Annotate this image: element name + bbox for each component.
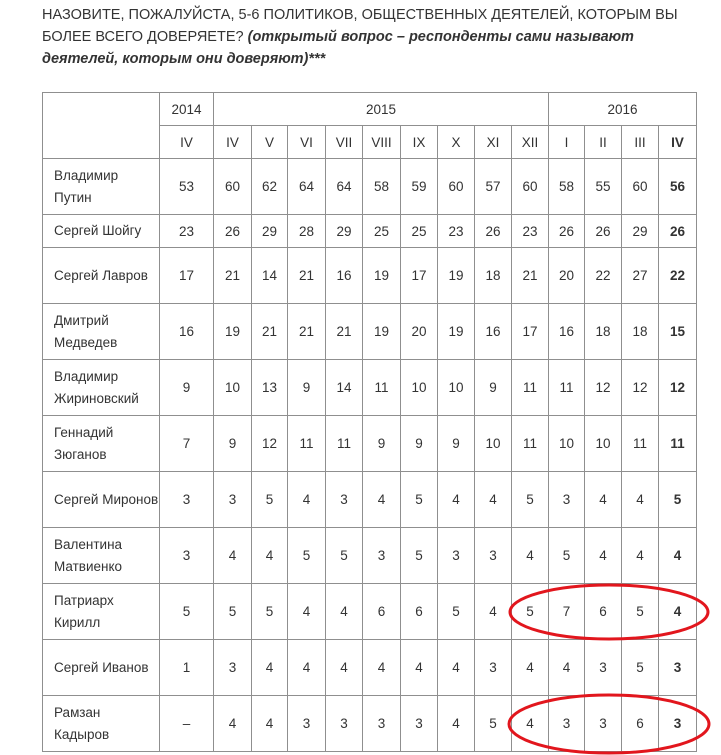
period-header: XI — [475, 126, 512, 159]
value-cell: 23 — [438, 215, 475, 248]
value-cell: 9 — [363, 416, 401, 472]
header-year-row — [43, 93, 697, 126]
value-cell: 62 — [252, 159, 288, 215]
value-cell: 26 — [549, 215, 585, 248]
value-cell: 60 — [622, 159, 659, 215]
value-cell: 5 — [512, 472, 549, 528]
value-cell: 19 — [438, 304, 475, 360]
value-cell: 20 — [401, 304, 438, 360]
person-name: Сергей Лавров — [43, 248, 160, 304]
value-cell: 10 — [585, 416, 622, 472]
value-cell: 26 — [585, 215, 622, 248]
value-cell: 3 — [363, 528, 401, 584]
value-cell: 16 — [549, 304, 585, 360]
value-cell: 64 — [288, 159, 326, 215]
value-cell: 3 — [326, 696, 363, 752]
value-cell: 18 — [585, 304, 622, 360]
value-cell: 4 — [438, 696, 475, 752]
value-cell: 6 — [401, 584, 438, 640]
value-cell: 26 — [214, 215, 252, 248]
value-cell: 16 — [326, 248, 363, 304]
year-header: 2016 — [549, 93, 697, 126]
value-cell: 4 — [585, 472, 622, 528]
value-cell: 4 — [363, 640, 401, 696]
value-cell: 25 — [401, 215, 438, 248]
value-cell: 3 — [475, 640, 512, 696]
value-cell: 9 — [288, 360, 326, 416]
value-cell: 17 — [160, 248, 214, 304]
value-cell: 60 — [438, 159, 475, 215]
table-row — [43, 696, 697, 752]
value-cell: 9 — [214, 416, 252, 472]
table-row — [43, 584, 697, 640]
value-cell: 11 — [326, 416, 363, 472]
value-cell: 4 — [326, 640, 363, 696]
value-cell: 9 — [401, 416, 438, 472]
value-cell: 20 — [549, 248, 585, 304]
value-cell: 5 — [512, 584, 549, 640]
value-cell: 5 — [475, 696, 512, 752]
value-cell: 5 — [326, 528, 363, 584]
value-cell: 21 — [288, 304, 326, 360]
period-header: IX — [401, 126, 438, 159]
value-cell: 4 — [512, 528, 549, 584]
value-cell: 4 — [288, 640, 326, 696]
value-cell: 60 — [512, 159, 549, 215]
value-cell: 60 — [214, 159, 252, 215]
question-text: НАЗОВИТЕ, ПОЖАЛУЙСТА, 5-6 ПОЛИТИКОВ, ОБЩЕСТВЕННЫХ ДЕЯТЕЛЕЙ, КОТОРЫМ ВЫ БОЛЕЕ ВСЕГО ДОВЕРЯЕТЕ? — [42, 7, 678, 45]
value-cell: 19 — [438, 248, 475, 304]
value-cell: 12 — [622, 360, 659, 416]
value-cell: 27 — [622, 248, 659, 304]
table-row — [43, 472, 697, 528]
year-header: 2015 — [214, 93, 549, 126]
value-cell: 10 — [401, 360, 438, 416]
value-cell: 12 — [585, 360, 622, 416]
value-cell: 3 — [214, 472, 252, 528]
value-cell: 5 — [214, 584, 252, 640]
value-cell: 4 — [438, 640, 475, 696]
person-name: Владимир Путин — [43, 159, 160, 215]
value-cell: 11 — [549, 360, 585, 416]
period-header: X — [438, 126, 475, 159]
value-cell: 55 — [585, 159, 622, 215]
table-row — [43, 304, 697, 360]
value-cell: 4 — [549, 640, 585, 696]
value-cell: 29 — [252, 215, 288, 248]
value-cell: 3 — [549, 472, 585, 528]
value-cell: 5 — [622, 640, 659, 696]
value-cell: 4 — [475, 472, 512, 528]
value-cell: 4 — [512, 640, 549, 696]
value-cell: 5 — [549, 528, 585, 584]
value-cell: 28 — [288, 215, 326, 248]
value-cell: 3 — [585, 640, 622, 696]
value-cell: 4 — [659, 584, 697, 640]
value-cell: 4 — [252, 640, 288, 696]
value-cell: 17 — [512, 304, 549, 360]
value-cell: 4 — [659, 528, 697, 584]
value-cell: 6 — [363, 584, 401, 640]
period-header: III — [622, 126, 659, 159]
value-cell: 59 — [401, 159, 438, 215]
period-header: VI — [288, 126, 326, 159]
value-cell: 18 — [622, 304, 659, 360]
value-cell: 16 — [475, 304, 512, 360]
table-row — [43, 416, 697, 472]
value-cell: 4 — [288, 584, 326, 640]
person-name: Дмитрий Медведев — [43, 304, 160, 360]
value-cell: 3 — [160, 528, 214, 584]
period-header: I — [549, 126, 585, 159]
value-cell: 11 — [659, 416, 697, 472]
value-cell: 4 — [326, 584, 363, 640]
value-cell: 58 — [363, 159, 401, 215]
value-cell: 26 — [475, 215, 512, 248]
value-cell: 3 — [475, 528, 512, 584]
value-cell: 53 — [160, 159, 214, 215]
period-header: VIII — [363, 126, 401, 159]
value-cell: 5 — [401, 472, 438, 528]
value-cell: 9 — [438, 416, 475, 472]
value-cell: 5 — [622, 584, 659, 640]
value-cell: 9 — [475, 360, 512, 416]
value-cell: 3 — [659, 640, 697, 696]
corner-cell — [43, 93, 160, 159]
value-cell: 11 — [288, 416, 326, 472]
table-row — [43, 215, 697, 248]
value-cell: 21 — [512, 248, 549, 304]
table-row — [43, 640, 697, 696]
value-cell: 21 — [326, 304, 363, 360]
person-name: Владимир Жириновский — [43, 360, 160, 416]
value-cell: 25 — [363, 215, 401, 248]
value-cell: 4 — [622, 528, 659, 584]
value-cell: – — [160, 696, 214, 752]
person-name: Валентина Матвиенко — [43, 528, 160, 584]
value-cell: 5 — [401, 528, 438, 584]
person-name: Патриарх Кирилл — [43, 584, 160, 640]
period-header: VII — [326, 126, 363, 159]
value-cell: 10 — [475, 416, 512, 472]
value-cell: 5 — [438, 584, 475, 640]
period-header: IV — [214, 126, 252, 159]
period-header: V — [252, 126, 288, 159]
value-cell: 7 — [549, 584, 585, 640]
value-cell: 15 — [659, 304, 697, 360]
value-cell: 29 — [326, 215, 363, 248]
table-row — [43, 159, 697, 215]
value-cell: 4 — [622, 472, 659, 528]
value-cell: 19 — [214, 304, 252, 360]
table-row — [43, 528, 697, 584]
table-row — [43, 360, 697, 416]
value-cell: 14 — [252, 248, 288, 304]
value-cell: 3 — [585, 696, 622, 752]
value-cell: 4 — [214, 528, 252, 584]
value-cell: 58 — [549, 159, 585, 215]
value-cell: 3 — [438, 528, 475, 584]
value-cell: 4 — [214, 696, 252, 752]
value-cell: 10 — [438, 360, 475, 416]
value-cell: 26 — [659, 215, 697, 248]
value-cell: 4 — [475, 584, 512, 640]
value-cell: 10 — [214, 360, 252, 416]
value-cell: 21 — [252, 304, 288, 360]
value-cell: 57 — [475, 159, 512, 215]
person-name: Сергей Иванов — [43, 640, 160, 696]
value-cell: 23 — [160, 215, 214, 248]
period-header: IV — [160, 126, 214, 159]
value-cell: 22 — [659, 248, 697, 304]
period-header: XII — [512, 126, 549, 159]
value-cell: 3 — [214, 640, 252, 696]
value-cell: 56 — [659, 159, 697, 215]
value-cell: 9 — [160, 360, 214, 416]
value-cell: 21 — [288, 248, 326, 304]
year-header: 2014 — [160, 93, 214, 126]
value-cell: 12 — [252, 416, 288, 472]
value-cell: 4 — [363, 472, 401, 528]
period-header: IV — [659, 126, 697, 159]
value-cell: 12 — [659, 360, 697, 416]
value-cell: 11 — [512, 416, 549, 472]
value-cell: 5 — [659, 472, 697, 528]
person-name: Рамзан Кадыров — [43, 696, 160, 752]
value-cell: 3 — [288, 696, 326, 752]
value-cell: 6 — [585, 584, 622, 640]
value-cell: 3 — [401, 696, 438, 752]
question-heading — [42, 4, 702, 70]
value-cell: 11 — [622, 416, 659, 472]
value-cell: 10 — [549, 416, 585, 472]
value-cell: 5 — [252, 472, 288, 528]
value-cell: 5 — [160, 584, 214, 640]
value-cell: 16 — [160, 304, 214, 360]
person-name: Сергей Шойгу — [43, 215, 160, 248]
value-cell: 64 — [326, 159, 363, 215]
value-cell: 4 — [288, 472, 326, 528]
value-cell: 19 — [363, 248, 401, 304]
value-cell: 4 — [252, 696, 288, 752]
value-cell: 3 — [326, 472, 363, 528]
value-cell: 4 — [438, 472, 475, 528]
poll-table — [42, 92, 697, 752]
person-name: Сергей Миронов — [43, 472, 160, 528]
value-cell: 18 — [475, 248, 512, 304]
table-row — [43, 248, 697, 304]
value-cell: 3 — [160, 472, 214, 528]
value-cell: 1 — [160, 640, 214, 696]
value-cell: 19 — [363, 304, 401, 360]
value-cell: 23 — [512, 215, 549, 248]
value-cell: 17 — [401, 248, 438, 304]
value-cell: 5 — [288, 528, 326, 584]
value-cell: 4 — [512, 696, 549, 752]
value-cell: 3 — [659, 696, 697, 752]
value-cell: 21 — [214, 248, 252, 304]
value-cell: 11 — [363, 360, 401, 416]
value-cell: 7 — [160, 416, 214, 472]
value-cell: 11 — [512, 360, 549, 416]
value-cell: 5 — [252, 584, 288, 640]
period-header: II — [585, 126, 622, 159]
value-cell: 3 — [549, 696, 585, 752]
question-note: (открытый вопрос – респонденты сами называют деятелей, которым они доверяют)*** — [42, 29, 634, 67]
value-cell: 29 — [622, 215, 659, 248]
value-cell: 4 — [401, 640, 438, 696]
value-cell: 4 — [252, 528, 288, 584]
value-cell: 3 — [363, 696, 401, 752]
value-cell: 13 — [252, 360, 288, 416]
value-cell: 4 — [585, 528, 622, 584]
person-name: Геннадий Зюганов — [43, 416, 160, 472]
value-cell: 6 — [622, 696, 659, 752]
value-cell: 14 — [326, 360, 363, 416]
value-cell: 22 — [585, 248, 622, 304]
